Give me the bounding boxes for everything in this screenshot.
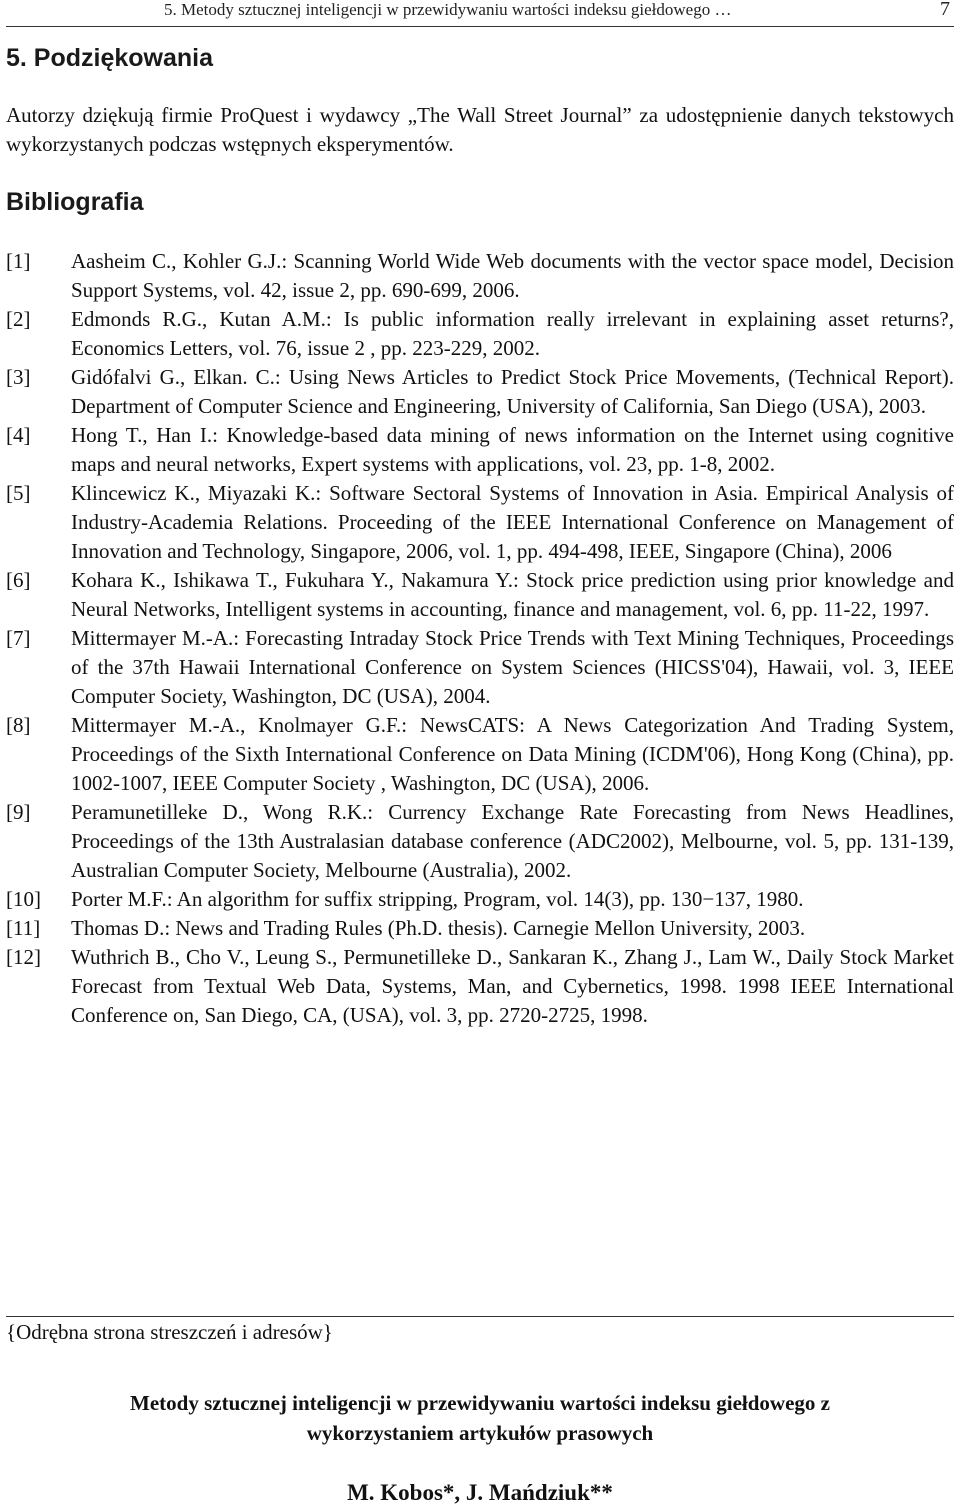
acknowledgements-paragraph: Autorzy dziękują firmie ProQuest i wydawcy „The Wall Street Journal” za udostępnienie danych tekstowych wykorzystanych podczas wstępnych eksperymentów. [6,103,954,156]
reference-item [6,624,954,711]
reference-text: Porter M.F.: An algorithm for suffix stripping, Program, vol. 14(3), pp. 130−137, 1980. [71,887,804,911]
reference-text: Mittermayer M.-A., Knolmayer G.F.: NewsCATS: A News Categorization And Trading System, Proceedings of the Sixth International Conference on Data Mining (ICDM'06), Hong Kong (China), pp. 1002-1007, IEEE Computer Society , Washington, DC (USA), 2006. [71,713,954,795]
bibliography-heading: Bibliografia [6,188,144,216]
section-heading-acknowledgements: 5. Podziękowania [6,44,214,72]
reference-number: [7] [6,626,31,650]
reference-item [6,421,954,479]
reference-number: [4] [6,423,31,447]
reference-number: [10] [6,887,41,911]
reference-item [6,943,954,1030]
summary-title-line-1: Metody sztucznej inteligencji w przewidywaniu wartości indeksu giełdowego z [130,1391,830,1415]
reference-text: Wuthrich B., Cho V., Leung S., Permunetilleke D., Sankaran K., Zhang J., Lam W., Daily Stock Market Forecast from Textual Web Data, Systems, Man, and Cybernetics, 1998. 1998 IEEE International Conference on, San Diego, CA, (USA), vol. 3, pp. 2720-2725, 1998. [71,945,954,1027]
reference-number: [9] [6,800,31,824]
reference-item [6,479,954,566]
reference-number: [5] [6,481,31,505]
page-number: 7 [940,0,950,20]
reference-item [6,885,954,914]
reference-text: Mittermayer M.-A.: Forecasting Intraday Stock Price Trends with Text Mining Techniques, Proceedings of the 37th Hawaii International Conference on System Sciences (HICSS'04), Hawaii, vol. 3, IEEE Computer Society, Washington, DC (USA), 2004. [71,626,954,708]
separate-page-note: {Odrębna strona streszczeń i adresów} [6,1320,333,1344]
reference-text: Edmonds R.G., Kutan A.M.: Is public information really irrelevant in explaining asset returns?, Economics Letters, vol. 76, issue 2 , pp. 223-229, 2002. [71,307,954,360]
reference-number: [6] [6,568,31,592]
reference-number: [2] [6,307,31,331]
separator-rule [6,1316,954,1317]
reference-item [6,798,954,885]
reference-number: [12] [6,945,41,969]
reference-list [6,247,954,1030]
reference-text: Thomas D.: News and Trading Rules (Ph.D. thesis). Carnegie Mellon University, 2003. [71,916,806,940]
reference-item [6,711,954,798]
running-header [6,0,954,27]
authors: M. Kobos*, J. Mańdziuk** [347,1480,613,1505]
summary-title-line-2: wykorzystaniem artykułów prasowych [306,1421,654,1445]
reference-item [6,247,954,305]
reference-text: Klincewicz K., Miyazaki K.: Software Sectoral Systems of Innovation in Asia. Empirical Analysis of Industry-Academia Relations. Proceeding of the IEEE International Conference on Management of Innovation and Technology, Singapore, 2006, vol. 1, pp. 494-498, IEEE, Singapore (China), 2006 [71,481,954,563]
reference-number: [8] [6,713,31,737]
reference-text: Kohara K., Ishikawa T., Fukuhara Y., Nakamura Y.: Stock price prediction using prior knowledge and Neural Networks, Intelligent systems in accounting, finance and management, vol. 6, pp. 11-22, 1997. [71,568,954,621]
reference-text: Hong T., Han I.: Knowledge-based data mining of news information on the Internet using cognitive maps and neural networks, Expert systems with applications, vol. 23, pp. 1-8, 2002. [71,423,954,476]
reference-number: [11] [6,916,41,940]
summary-title [40,1388,920,1448]
running-header-title: 5. Metody sztucznej inteligencji w przewidywaniu wartości indeksu giełdowego … [164,0,732,19]
reference-item [6,566,954,624]
reference-text: Gidófalvi G., Elkan. C.: Using News Articles to Predict Stock Price Movements, (Technical Report). Department of Computer Science and Engineering, University of California, San Diego (USA), 2003. [71,365,954,418]
reference-number: [1] [6,249,31,273]
reference-item [6,914,954,943]
reference-text: Peramunetilleke D., Wong R.K.: Currency Exchange Rate Forecasting from News Headlines, Proceedings of the 13th Australasian database conference (ADC2002), Melbourne, vol. 5, pp. 131-139, Australian Computer Society, Melbourne (Australia), 2002. [71,800,954,882]
reference-number: [3] [6,365,31,389]
reference-item [6,305,954,363]
reference-text: Aasheim C., Kohler G.J.: Scanning World Wide Web documents with the vector space model, Decision Support Systems, vol. 42, issue 2, pp. 690-699, 2006. [71,249,954,302]
reference-item [6,363,954,421]
